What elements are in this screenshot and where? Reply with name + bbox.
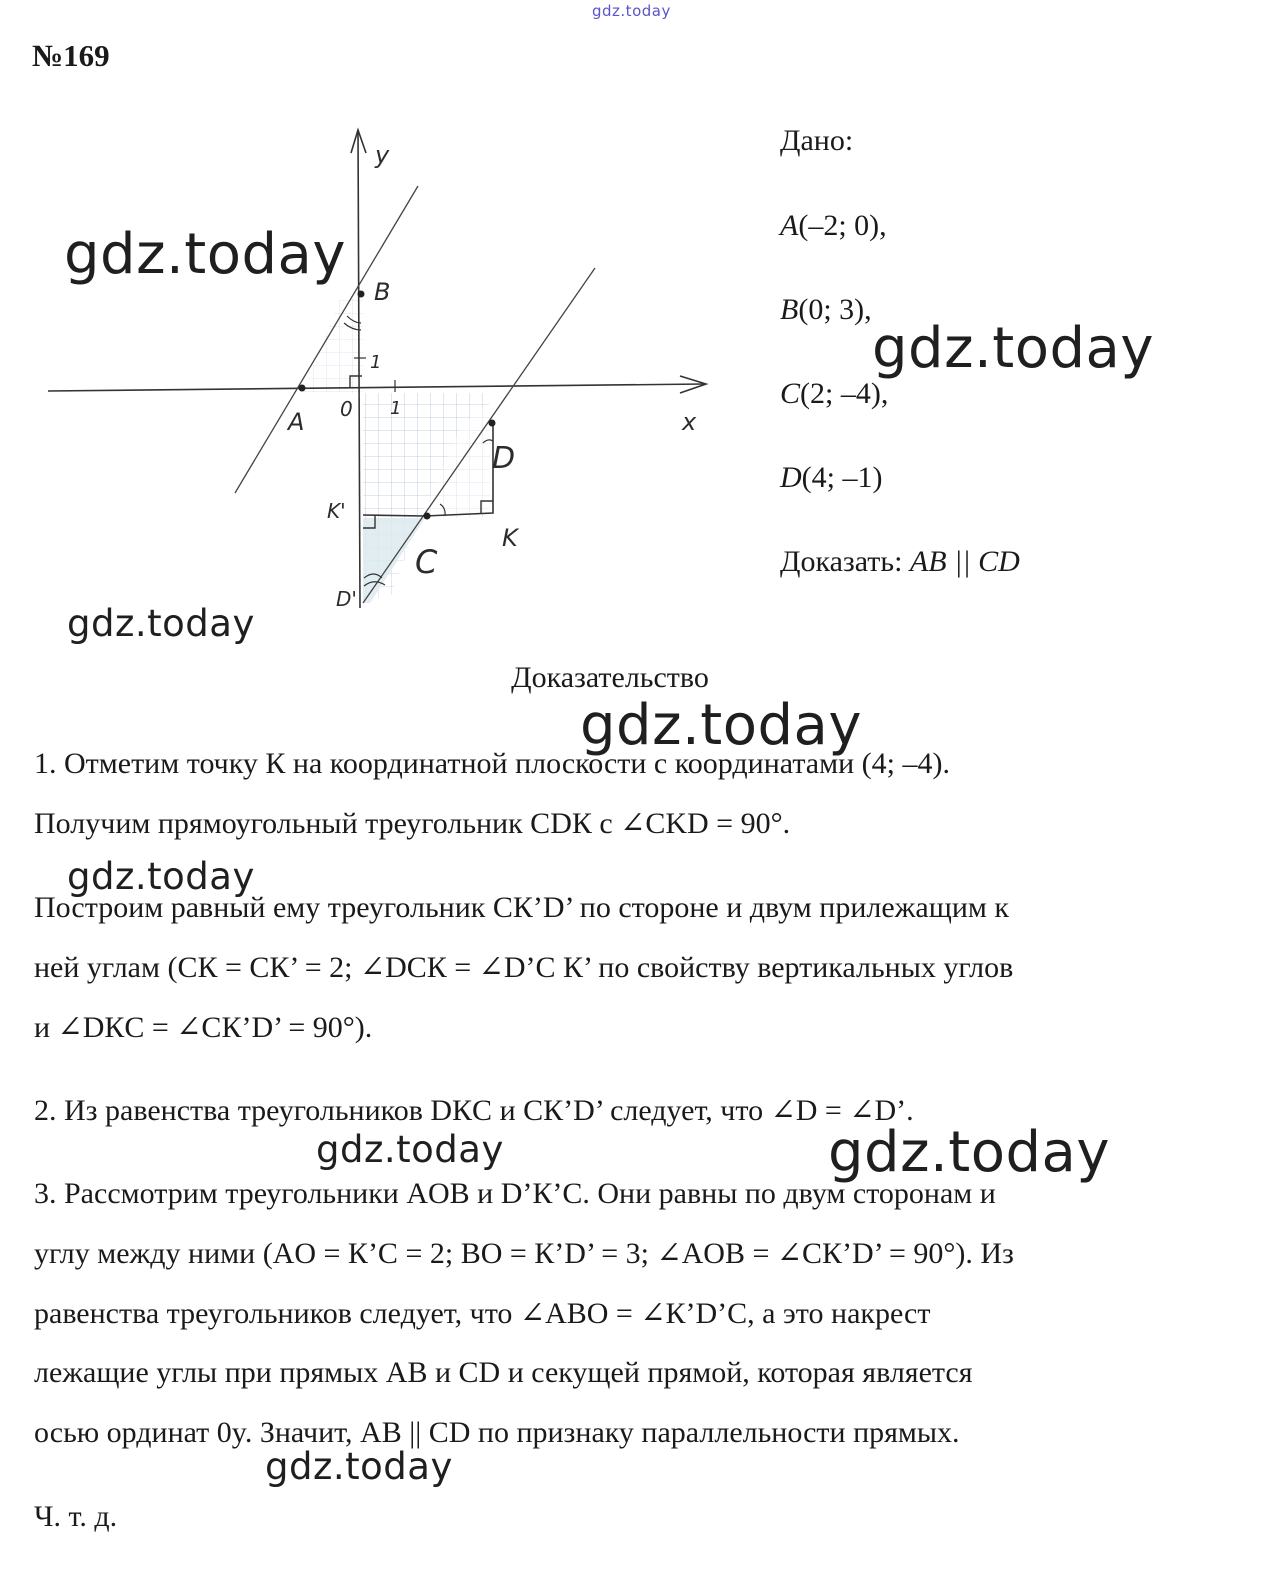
label-origin: 0 (340, 397, 353, 421)
label-axis-x: x (682, 408, 697, 436)
proof-line-1: 1. Отметим точку К на координатной плоскости с координатами (4; –4). (34, 747, 950, 780)
point-a (299, 385, 306, 392)
proof-line-8: углу между ними (AO = К’C = 2; BO = К’D’ = 3; ∠AOB = ∠CК’D’ = 90°). Из (34, 1237, 1014, 1270)
label-k: K (502, 524, 518, 552)
given-point-b: B(0; 3), (780, 293, 872, 326)
proof-line-11: осью ординат 0y. Значит, AB || CD по признаку параллельности прямых. (34, 1416, 960, 1449)
label-unit-y: 1 (370, 352, 382, 373)
grid-region-left (302, 298, 363, 393)
prove-statement: Доказать: AB || CD (780, 545, 1020, 578)
label-d-prime: D' (336, 587, 357, 611)
coordinate-figure (40, 118, 730, 613)
watermark: gdz.today (64, 222, 347, 287)
label-unit-x: 1 (390, 398, 402, 419)
watermark: gdz.today (872, 316, 1155, 381)
given-point-a: A(–2; 0), (780, 209, 887, 242)
given-heading: Дано: (780, 124, 854, 157)
proof-line-5: и ∠DКC = ∠CК’D’ = 90°). (34, 1011, 373, 1044)
y-axis (358, 130, 360, 608)
label-c: C (415, 543, 438, 581)
watermark: gdz.today (265, 1445, 453, 1488)
segment-k1c (363, 515, 425, 516)
watermark: gdz.today (828, 1120, 1111, 1185)
point-d (489, 420, 496, 427)
proof-line-7: 3. Рассмотрим треугольники AOB и D’К’C. Они равны по двум сторонам и (34, 1177, 996, 1210)
watermark-top: gdz.today (592, 2, 671, 20)
label-axis-y: y (375, 141, 390, 169)
proof-line-10: лежащие углы при прямых AB и CD и секущей прямой, которая является (34, 1356, 973, 1389)
point-b (358, 291, 365, 298)
proof-heading: Доказательство (511, 661, 709, 694)
x-axis (48, 384, 705, 391)
watermark: gdz.today (580, 693, 863, 758)
proof-line-4: ней углам (CК = CК’ = 2; ∠DCК = ∠D’C К’ по свойству вертикальных углов (34, 951, 1014, 984)
proof-line-3: Построим равный ему треугольник CК’D’ по стороне и двум прилежащим к (34, 891, 1009, 924)
grid-region-right (363, 393, 490, 518)
label-b: B (374, 278, 391, 306)
proof-line-6: 2. Из равенства треугольников DКC и CК’D’ следует, что ∠D = ∠D’. (34, 1094, 914, 1127)
given-point-c: C(2; –4), (780, 377, 889, 410)
proof-line-2: Получим прямоугольный треугольник CDК с ∠CKD = 90°. (34, 807, 791, 840)
label-a: A (288, 408, 305, 436)
problem-number: №169 (32, 38, 110, 73)
point-c (424, 513, 431, 520)
watermark: gdz.today (67, 855, 255, 898)
label-k-prime: K' (327, 499, 346, 523)
label-d: D (492, 441, 516, 476)
watermark: gdz.today (316, 1128, 504, 1171)
given-point-d: D(4; –1) (780, 461, 883, 494)
watermark: gdz.today (67, 602, 255, 645)
proof-line-9: равенства треугольников следует, что ∠ABO = ∠К’D’C, а это накрест (34, 1297, 931, 1330)
proof-qed: Ч. т. д. (34, 1500, 118, 1533)
